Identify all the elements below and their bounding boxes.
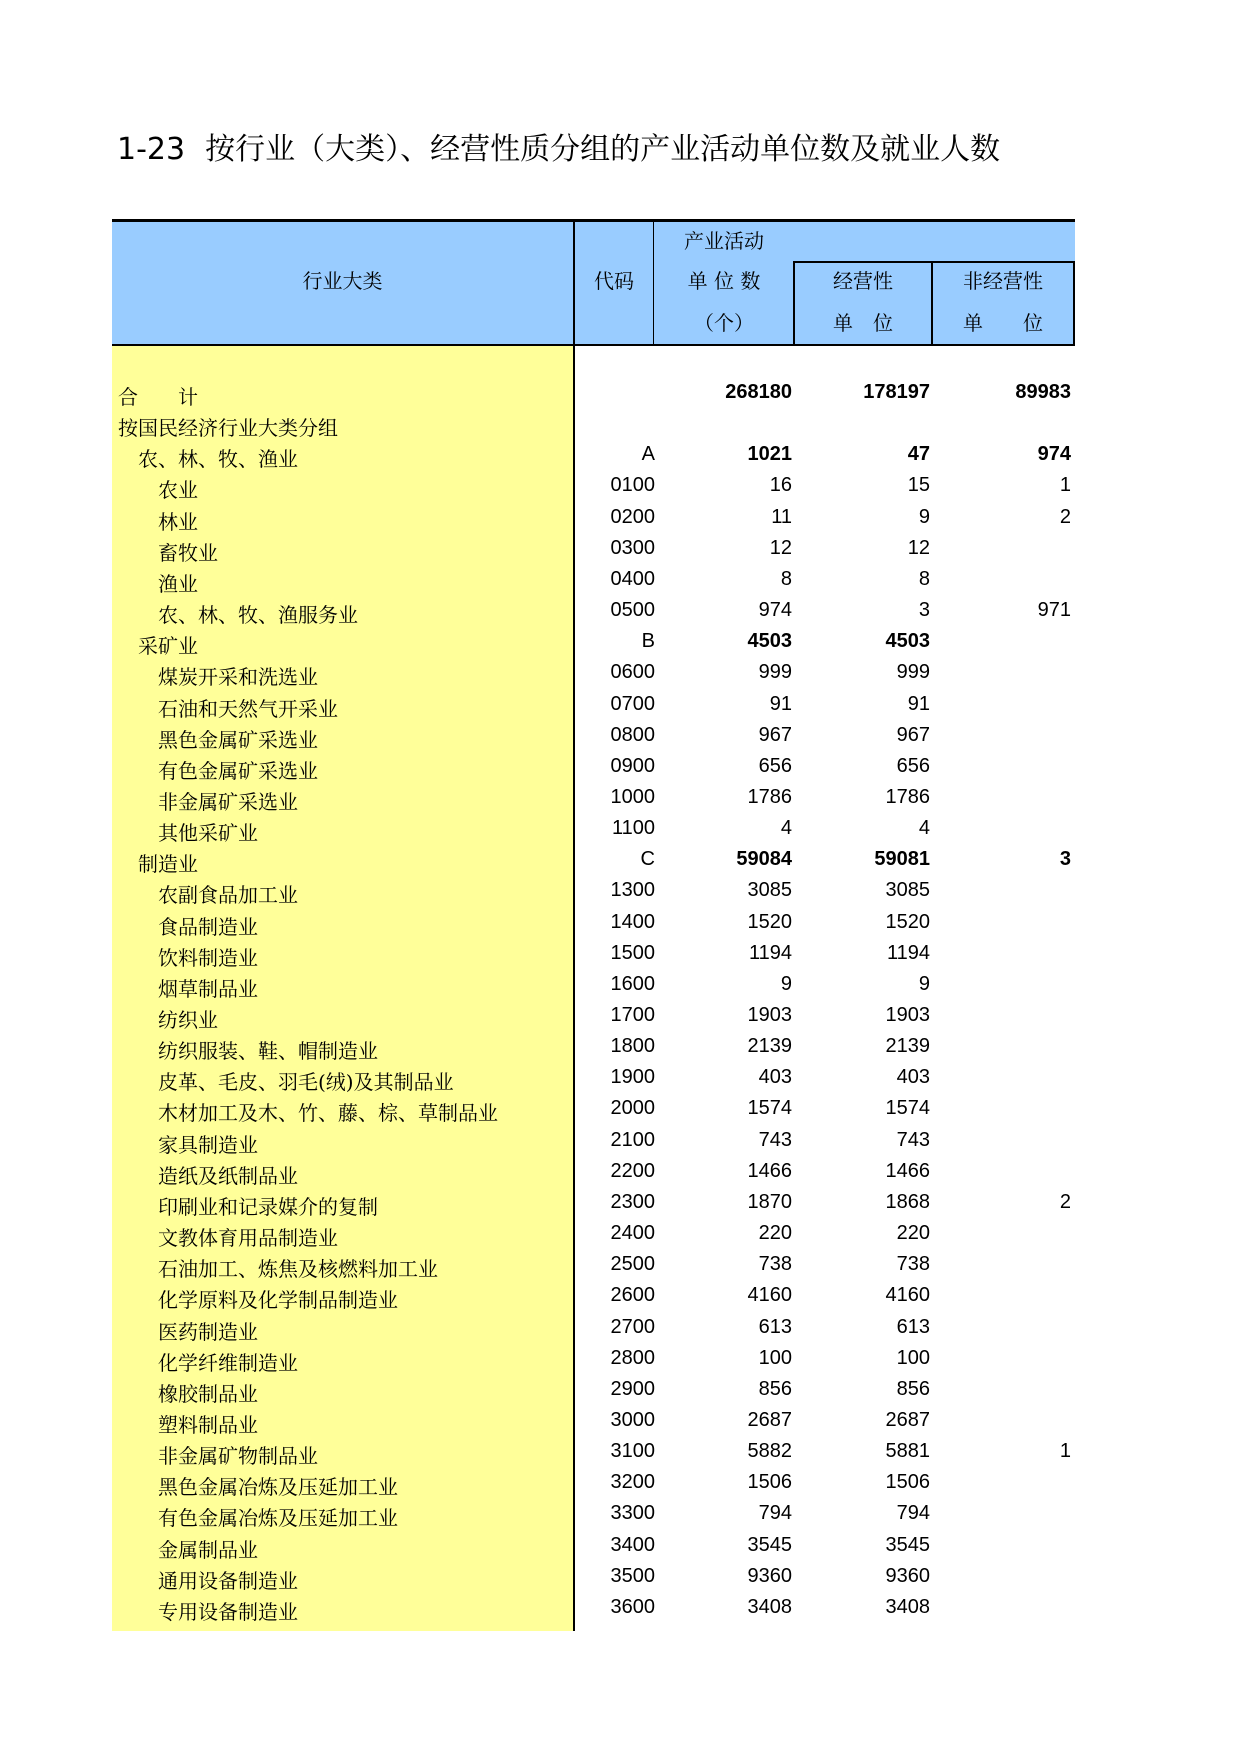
total-units-cell: 220 (758, 1222, 792, 1245)
table-row (112, 1343, 1075, 1374)
industry-cell: 文教体育用品制造业 (158, 1226, 338, 1251)
table-row (112, 969, 1075, 1000)
total-units-cell: 967 (758, 723, 792, 746)
table-row (112, 1467, 1075, 1498)
industry-cell: 石油加工、炼焦及核燃料加工业 (158, 1257, 438, 1282)
header-total-line2: 单 位 数 (687, 269, 761, 293)
industry-cell: 渔业 (158, 571, 198, 596)
industry-cell: 食品制造业 (158, 914, 258, 939)
industry-cell: 专用设备制造业 (158, 1599, 298, 1624)
industry-cell: 皮革、毛皮、羽毛(绒)及其制品业 (158, 1070, 454, 1095)
total-units-cell: 12 (769, 536, 792, 559)
total-units-cell: 8 (780, 567, 792, 590)
operating-units-cell: 1506 (885, 1471, 930, 1494)
code-cell: 2400 (610, 1222, 655, 1245)
total-units-cell: 743 (758, 1128, 792, 1151)
operating-units-cell: 743 (896, 1128, 930, 1151)
total-units-cell: 3545 (747, 1533, 792, 1556)
table-row (112, 657, 1075, 688)
operating-units-cell: 656 (896, 754, 930, 777)
table-row (112, 1405, 1075, 1436)
code-cell: 3600 (610, 1595, 655, 1618)
total-units-cell: 1786 (747, 785, 792, 808)
industry-cell: 印刷业和记录媒介的复制 (158, 1194, 378, 1219)
code-cell: 3000 (610, 1408, 655, 1431)
total-units-cell: 11 (771, 505, 792, 528)
header-code: 代码 (594, 269, 634, 293)
code-cell: 1300 (610, 879, 655, 902)
industry-cell: 医药制造业 (158, 1319, 258, 1344)
industry-cell: 煤炭开采和洗选业 (158, 665, 318, 690)
table-row (112, 502, 1075, 533)
code-cell: 2000 (610, 1097, 655, 1120)
total-units-cell: 1466 (747, 1159, 792, 1182)
industry-cell: 金属制品业 (158, 1537, 258, 1562)
table-title-text: 按行业（大类）、经营性质分组的产业活动单位数及就业人数 (205, 132, 1001, 167)
non-operating-units-cell: 89983 (1015, 381, 1071, 403)
industry-cell: 木材加工及木、竹、藤、棕、草制品业 (158, 1101, 498, 1126)
code-cell: 2900 (610, 1377, 655, 1400)
table-row (112, 1436, 1075, 1467)
operating-units-cell: 4 (918, 817, 930, 840)
code-cell: 1100 (611, 817, 655, 840)
industry-cell: 化学纤维制造业 (158, 1350, 298, 1375)
code-cell: 1400 (610, 910, 655, 933)
table-row (112, 439, 1075, 470)
table-row (112, 1280, 1075, 1311)
industry-cell: 其他采矿业 (158, 821, 258, 846)
code-cell: 3100 (610, 1440, 655, 1463)
industry-cell: 橡胶制品业 (158, 1381, 258, 1406)
code-cell: 1000 (610, 785, 655, 808)
code-cell: 1900 (610, 1066, 655, 1089)
industry-cell: 纺织服装、鞋、帽制造业 (158, 1039, 378, 1064)
operating-units-cell: 999 (896, 661, 930, 684)
operating-units-cell: 4503 (885, 630, 930, 653)
code-cell: B (641, 630, 655, 653)
industry-cell: 饮料制造业 (158, 945, 258, 970)
table-row (112, 844, 1075, 875)
table-number: 1-23 (117, 132, 186, 167)
table-row (112, 813, 1075, 844)
industry-cell: 造纸及纸制品业 (158, 1163, 298, 1188)
operating-units-cell: 8 (918, 567, 930, 590)
code-cell: 2800 (610, 1346, 655, 1369)
industry-cell: 林业 (158, 509, 198, 534)
total-units-cell: 856 (758, 1377, 792, 1400)
header-industry: 行业大类 (302, 269, 383, 293)
operating-units-cell: 9 (918, 505, 930, 528)
operating-units-cell: 100 (896, 1346, 930, 1369)
table-row (112, 533, 1075, 564)
code-cell: 2500 (610, 1253, 655, 1276)
total-units-cell: 3085 (747, 879, 792, 902)
operating-units-cell: 1786 (885, 785, 930, 808)
total-units-cell: 1520 (747, 910, 792, 933)
header-total-line1: 产业活动 (684, 229, 764, 253)
code-cell: 2200 (610, 1159, 655, 1182)
table-row (112, 1374, 1075, 1405)
table-row (112, 875, 1075, 906)
total-units-cell: 2687 (747, 1408, 792, 1431)
table-row (112, 1000, 1075, 1031)
code-cell: 0600 (610, 661, 655, 684)
table-row (112, 470, 1075, 501)
total-units-cell: 613 (758, 1315, 792, 1338)
table-row (112, 1093, 1075, 1124)
code-cell: 1700 (610, 1004, 655, 1026)
table-row (112, 1249, 1075, 1280)
total-units-cell: 1021 (747, 443, 792, 466)
code-cell: 0300 (610, 536, 655, 559)
operating-units-cell: 613 (896, 1315, 930, 1338)
total-units-cell: 4503 (747, 630, 792, 653)
non-operating-units-cell: 1 (1059, 474, 1071, 497)
total-units-cell: 100 (758, 1346, 792, 1369)
operating-units-cell: 5881 (885, 1440, 930, 1463)
total-units-cell: 403 (758, 1066, 792, 1089)
industry-cell: 黑色金属矿采选业 (158, 727, 318, 752)
industry-cell: 非金属矿物制品业 (158, 1444, 318, 1469)
industry-cell: 黑色金属冶炼及压延加工业 (158, 1475, 398, 1500)
total-units-cell: 1506 (747, 1471, 792, 1494)
total-units-cell: 268180 (725, 381, 792, 403)
code-cell: 0400 (610, 567, 655, 590)
right-column-divider (1073, 261, 1075, 344)
operating-units-cell: 967 (896, 723, 930, 746)
table-row (112, 595, 1075, 626)
industry-cell: 非金属矿采选业 (158, 789, 298, 814)
total-units-cell: 656 (758, 754, 792, 777)
total-units-cell: 794 (758, 1502, 792, 1525)
industry-cell: 农、林、牧、渔服务业 (158, 603, 358, 628)
operating-units-cell: 1868 (885, 1190, 930, 1213)
table-row (112, 1312, 1075, 1343)
total-units-cell: 91 (769, 692, 792, 715)
table-row (112, 938, 1075, 969)
total-units-cell: 974 (758, 599, 792, 622)
operating-units-cell: 1903 (885, 1004, 930, 1026)
code-cell: C (640, 848, 655, 871)
operating-units-cell: 856 (896, 1377, 930, 1400)
operating-units-cell: 4160 (885, 1284, 930, 1307)
header-total-line3: （个） (694, 311, 754, 335)
code-cell: 2600 (610, 1284, 655, 1307)
industry-cell: 制造业 (138, 852, 198, 877)
non-operating-units-cell: 2 (1059, 1190, 1071, 1213)
code-cell: A (641, 443, 655, 466)
non-operating-units-cell: 1 (1059, 1440, 1071, 1463)
operating-units-cell: 738 (896, 1253, 930, 1276)
operating-units-cell: 1466 (885, 1159, 930, 1182)
table-row (112, 1218, 1075, 1249)
code-cell: 0200 (610, 505, 655, 528)
total-units-cell: 738 (758, 1253, 792, 1276)
code-cell: 0100 (610, 474, 655, 497)
total-units-cell: 5882 (747, 1440, 792, 1463)
header-nonop-line2: 单 位 (963, 311, 1043, 335)
total-units-cell: 9 (780, 972, 792, 995)
industry-cell: 按国民经济行业大类分组 (118, 416, 338, 441)
table-row (112, 1592, 1075, 1623)
subheader-rule (793, 261, 1075, 263)
code-cell: 0900 (610, 754, 655, 777)
non-operating-units-cell: 2 (1059, 505, 1071, 528)
industry-cell: 农业 (158, 478, 198, 503)
table-row (112, 1561, 1075, 1592)
table-row (112, 1156, 1075, 1187)
industry-cell: 畜牧业 (158, 540, 218, 565)
total-units-cell: 59084 (736, 848, 792, 871)
total-units-cell: 1870 (747, 1190, 792, 1213)
code-cell: 0700 (610, 692, 655, 715)
non-operating-units-cell: 971 (1037, 599, 1071, 622)
total-column-divider (653, 222, 654, 344)
total-units-cell: 1194 (748, 941, 792, 964)
industry-cell: 农、林、牧、渔业 (138, 447, 298, 472)
table-row (112, 907, 1075, 938)
non-operating-units-cell: 974 (1037, 443, 1071, 466)
total-units-cell: 1903 (747, 1004, 792, 1026)
code-cell: 3400 (610, 1533, 655, 1556)
operating-units-cell: 178197 (863, 381, 930, 403)
table-row (112, 782, 1075, 813)
operating-units-cell: 794 (896, 1502, 930, 1525)
header-nonop-line1: 非经营性 (963, 269, 1043, 293)
operating-units-cell: 12 (907, 536, 930, 559)
industry-cell: 化学原料及化学制品制造业 (158, 1288, 398, 1313)
industry-cell: 采矿业 (138, 634, 198, 659)
table-row (112, 689, 1075, 720)
operating-units-cell: 1574 (885, 1097, 930, 1120)
header-op-line1: 经营性 (833, 269, 893, 293)
table-row (112, 1062, 1075, 1093)
industry-cell: 塑料制品业 (158, 1412, 258, 1437)
operating-units-cell: 59081 (874, 848, 930, 871)
header-bottom-rule (112, 344, 1075, 346)
total-units-cell: 999 (758, 661, 792, 684)
total-units-cell: 4 (780, 817, 792, 840)
industry-cell: 通用设备制造业 (158, 1568, 298, 1593)
non-operating-units-cell: 3 (1059, 848, 1071, 871)
operating-units-cell: 3 (918, 599, 930, 622)
table-row (112, 626, 1075, 657)
industry-cell: 有色金属冶炼及压延加工业 (158, 1506, 398, 1531)
operating-units-cell: 2687 (885, 1408, 930, 1431)
page-title (117, 128, 1075, 172)
total-units-cell: 16 (769, 474, 792, 497)
operating-units-cell: 15 (907, 474, 930, 497)
operating-units-cell: 3085 (885, 879, 930, 902)
table-row (112, 1187, 1075, 1218)
industry-cell: 石油和天然气开采业 (158, 696, 338, 721)
code-cell: 3200 (610, 1471, 655, 1494)
code-cell: 2700 (610, 1315, 655, 1338)
total-units-cell: 2139 (747, 1035, 792, 1058)
code-cell: 1600 (610, 972, 655, 995)
total-units-cell: 9360 (747, 1564, 792, 1587)
data-table (112, 219, 1075, 1631)
table-row (112, 564, 1075, 595)
operating-units-cell: 403 (896, 1066, 930, 1089)
code-cell: 3500 (610, 1564, 655, 1587)
operating-units-cell: 47 (907, 443, 930, 466)
table-row (112, 751, 1075, 782)
operating-units-cell: 1520 (885, 910, 930, 933)
code-cell: 1800 (610, 1035, 655, 1058)
code-cell: 0500 (610, 599, 655, 622)
total-units-cell: 3408 (747, 1595, 792, 1618)
operating-units-cell: 91 (907, 692, 930, 715)
industry-cell: 烟草制品业 (158, 976, 258, 1001)
code-cell: 2100 (610, 1128, 655, 1151)
table-row (112, 1125, 1075, 1156)
header-op-line2: 单 位 (833, 311, 893, 335)
code-cell: 2300 (610, 1190, 655, 1213)
code-cell: 1500 (610, 941, 655, 964)
industry-cell: 合 计 (118, 385, 198, 409)
industry-cell: 家具制造业 (158, 1132, 258, 1157)
total-units-cell: 4160 (747, 1284, 792, 1307)
industry-cell: 纺织业 (158, 1008, 218, 1032)
code-cell: 3300 (610, 1502, 655, 1525)
operating-units-cell: 3408 (885, 1595, 930, 1618)
code-cell: 0800 (610, 723, 655, 746)
operating-units-cell: 1194 (886, 941, 930, 964)
table-row (112, 377, 1075, 408)
operating-units-cell: 9360 (885, 1564, 930, 1587)
industry-cell: 有色金属矿采选业 (158, 758, 318, 783)
table-row (112, 408, 1075, 439)
table-row (112, 1031, 1075, 1062)
operating-units-cell: 3545 (885, 1533, 930, 1556)
table-row (112, 1530, 1075, 1561)
table-row (112, 720, 1075, 751)
operating-units-cell: 220 (896, 1222, 930, 1245)
operating-units-cell: 9 (918, 972, 930, 995)
industry-cell: 农副食品加工业 (158, 883, 298, 908)
operating-units-cell: 2139 (885, 1035, 930, 1058)
table-row (112, 1498, 1075, 1529)
total-units-cell: 1574 (747, 1097, 792, 1120)
